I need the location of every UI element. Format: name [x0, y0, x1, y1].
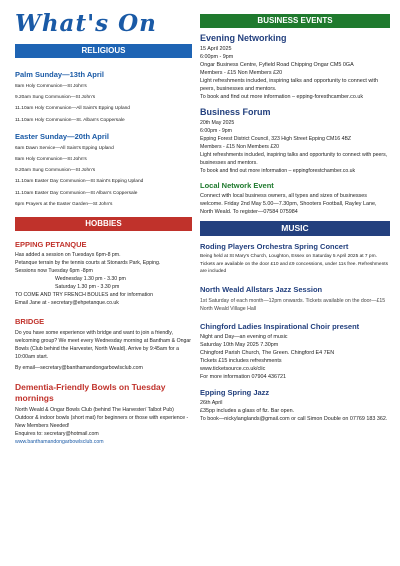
bridge-text: Do you have some experience with bridge and want to join a friendly, welcoming group? We meet every Wednesday morning at Bantham & Ongar Bowls (Club behind the Harvester, North Weald). Arrive by 9:45am for a 10:00am start.	[15, 330, 191, 361]
bridge-heading: BRIDGE	[15, 317, 45, 327]
petanque-line: Wednesday 1.30 pm - 3.30 pm	[55, 276, 126, 283]
jazz-line: 26th April	[200, 399, 223, 406]
dementia-heading: Dementia-Friendly Bowls on Tuesday mornings	[15, 382, 166, 404]
forum-line: 6:00pm - 9pm	[200, 128, 233, 134]
right-column	[200, 0, 390, 423]
list-item: 6am Dawn Service—All Saint's Epping Upland	[15, 145, 114, 151]
evening-networking-heading: Evening Networking	[200, 33, 287, 43]
evening-line: Ongar Business Centre, Fyfield Road Chipping Ongar CM5 0GA	[200, 62, 354, 68]
dementia-line: North Weald & Ongar Bowls Club (behind The Harvester/ Talbot Pub)	[15, 407, 174, 414]
petanque-line: Sessions now Tuesday 6pm -8pm	[15, 268, 93, 275]
evening-line: 6:00pm - 9pm	[200, 54, 234, 60]
petanque-email: Email Jane at - secretary@ehpetanque.co.uk	[15, 300, 119, 307]
dementia-line: Outdoor & indoor bowls (short mat) for beginners or those with experience - New Members Needed!	[15, 415, 189, 430]
forum-line: Epping Forest District Council, 323 High Street Epping CM16 4BZ	[200, 136, 352, 142]
list-item: 9.20am Sung Communion—St John's	[15, 168, 96, 174]
choir-line: For more information 07904 436721	[200, 373, 287, 380]
jazz-line: £35pp includes a glass of fiz. Bar open.	[200, 407, 295, 414]
allstars-heading: North Weald Allstars Jazz Session	[200, 284, 323, 294]
petanque-line: TO COME AND TRY FRENCH BOULES and for information	[15, 292, 153, 299]
local-network-text: Connect with local business owners, all types and sizes of businesses welcome. Friday 2nd May 5.00—7.30pm, Shooters Football, Rayley Lane, North Weald. To register—07584 075984	[200, 193, 377, 215]
epping-jazz-heading: Epping Spring Jazz	[200, 387, 270, 397]
religious-bar: RELIGIOUS	[15, 44, 192, 58]
choir-line: Chingford Parish Church, The Green. Chingford E4 7EN	[200, 349, 335, 356]
choir-heading: Chingford Ladies Inspirational Choir present	[200, 321, 360, 331]
list-item: 9.20am Sung Communion—St John's	[15, 95, 96, 101]
list-item: 11.10am Holy Communion—All Saint's Epping Upland	[15, 106, 130, 112]
petanque-heading: EPPING PETANQUE	[15, 240, 87, 250]
business-forum-heading: Business Forum	[200, 107, 271, 117]
choir-line: Night and Day—an evening of music	[200, 333, 288, 340]
jazz-line: To book—nickylanglands@gmail.com or call Simon Double on 07769 183 362.	[200, 415, 388, 422]
easter-sunday-heading: Easter Sunday—20th April	[15, 131, 109, 141]
list-item: 11.10am Easter Day Communion—St Saint's Epping Upland	[15, 179, 144, 185]
petanque-line: Petanque terrain by the tennis courts at Stonards Park, Epping.	[15, 260, 161, 267]
allstars-line: North Weald Village Hall	[200, 305, 257, 312]
forum-line: 20th May 2025	[200, 120, 235, 126]
left-column	[15, 0, 192, 446]
dementia-email: Enquires to: secretary@hotmail.com	[15, 431, 99, 438]
evening-line: 15 April 2025	[200, 46, 232, 52]
list-item: 6pm Prayers at the Easter Garden—St John's	[15, 201, 113, 207]
allstars-line: 1st Saturday of each month—12pm onwards. Tickets available on the door—£15	[200, 297, 386, 304]
forum-line: To book and find out more information – eppingforestchamber.co.uk	[200, 168, 356, 174]
choir-line: Tickets £15 includes refreshments	[200, 357, 282, 364]
forum-line: Light refreshments included, inspiring talks and opportunity to connect with peers, businesses and mentors.	[200, 152, 388, 166]
choir-line: Saturday 10th May 2025 7.30pm	[200, 341, 279, 348]
dementia-website-link[interactable]: www.banthamandongarbowlsclub.com	[15, 439, 104, 446]
petanque-line: Has added a session on Tuesdays 6pm-8 pm.	[15, 252, 121, 259]
business-events-bar: BUSINESS EVENTS	[200, 14, 390, 28]
music-bar: MUSIC	[200, 221, 390, 236]
roding-heading: Roding Players Orchestra Spring Concert	[200, 242, 349, 251]
page-title: What's On	[15, 10, 157, 37]
petanque-line: Saturday 1.30 pm - 3.30 pm	[55, 284, 120, 291]
bridge-email: By email—secretary@banthamandongarbowlsclub.com	[15, 365, 143, 372]
list-item: 8am Holy Communion—St John's	[15, 84, 87, 89]
evening-line: Light refreshments included, inspiring talks and opportunity to connect with peers, businesses and mentors.	[200, 78, 378, 92]
forum-line: Members - £15 Non Members £20	[200, 144, 279, 150]
list-item: 8am Holy Communion—St John's	[15, 157, 87, 163]
palm-sunday-heading: Palm Sunday—13th April	[15, 70, 104, 79]
evening-line: To book and find out more information – epping-foresthcamber.co.uk	[200, 94, 364, 100]
evening-line: Members - £15 Non Members £20	[200, 70, 283, 76]
hobbies-bar: HOBBIES	[15, 217, 192, 231]
list-item: 11.10am Holy Communion—St. Alban's Coppersale	[15, 117, 125, 123]
roding-text: Being held at St Mary's Church, Loughton, Essex on Saturday 5 April 2025 at 7 pm. Tickets are available on the door £10 and £9 concessions, under 11s free. Refreshments are included	[200, 254, 388, 274]
choir-link[interactable]: www.ticketsource.co.uk/clic	[200, 365, 266, 372]
local-network-heading: Local Network Event	[200, 181, 274, 190]
list-item: 11.10am Easter Day Communion—St Alban's Coppersale	[15, 190, 138, 196]
